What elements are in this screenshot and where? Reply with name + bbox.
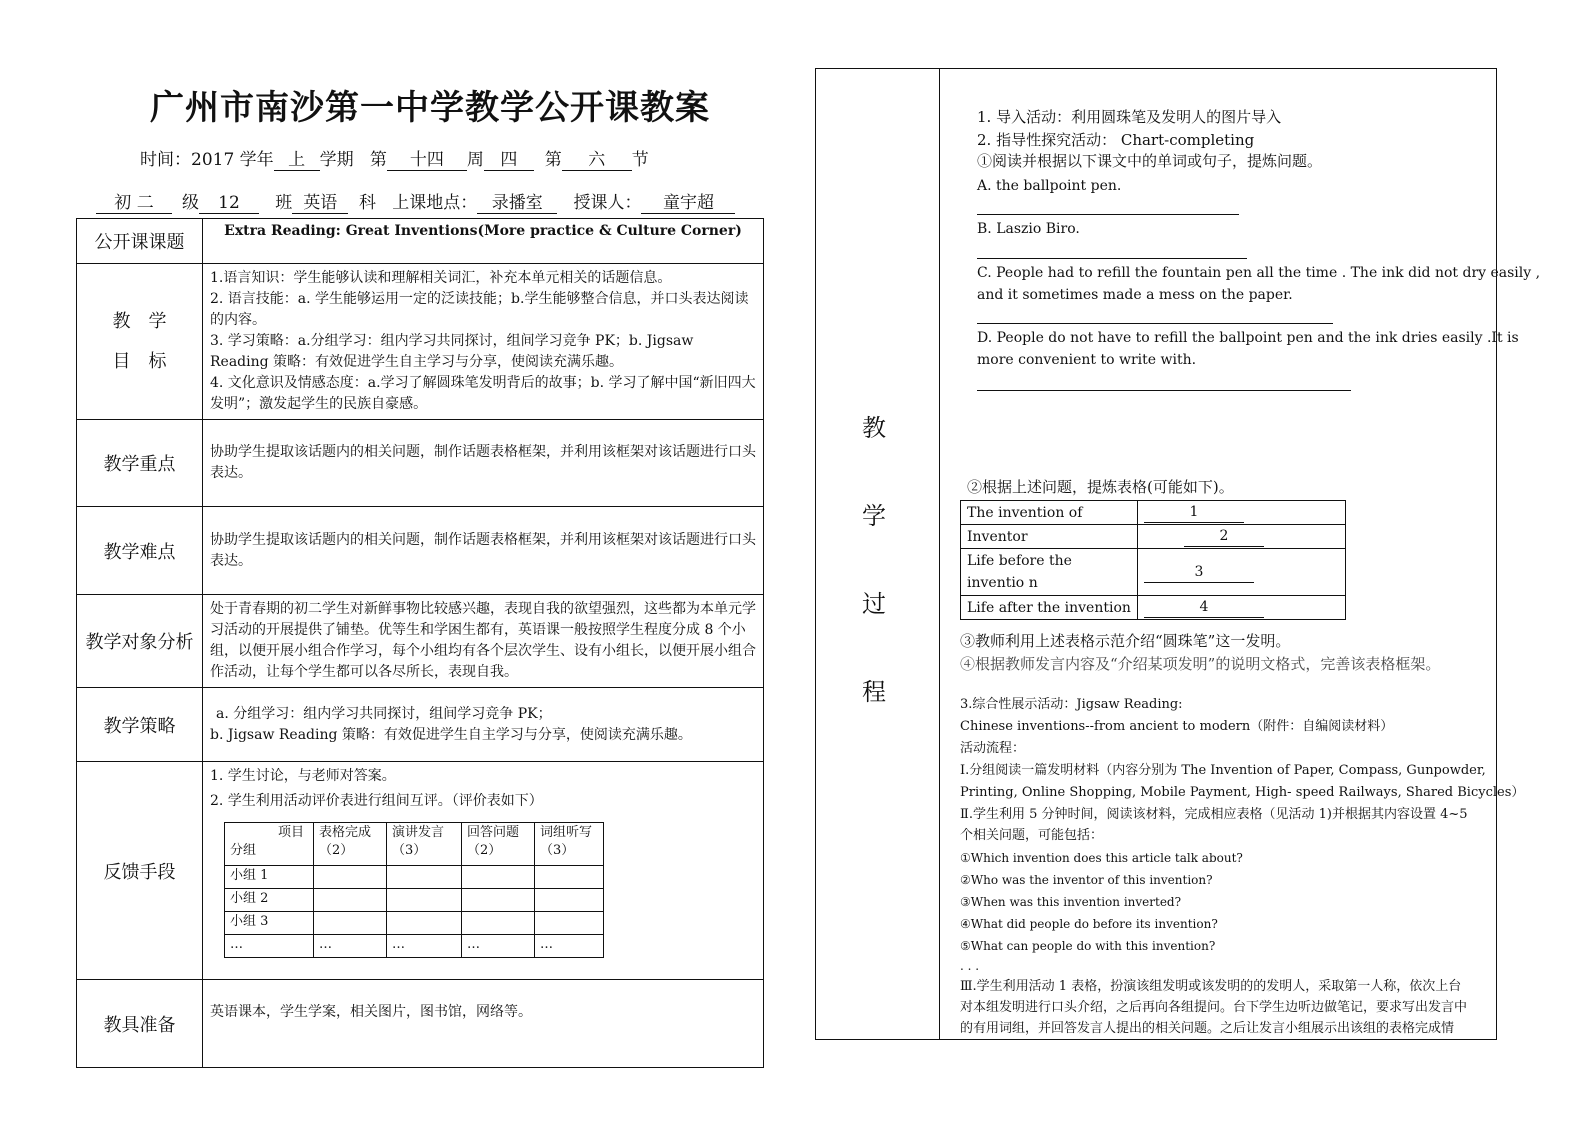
process-label-column	[815, 68, 940, 1040]
eval-col-3-title: 回答问题	[467, 825, 520, 840]
flow-3-line-1: Ⅲ.学生利用活动 1 表格，扮演该组发明或该发明的的发明人，采取第一人称，依次上台	[960, 979, 1462, 994]
eval-col-2-score: （3）	[392, 843, 427, 858]
goals-content	[203, 264, 764, 420]
eval-col-1	[314, 823, 387, 866]
goal-item: 4. 文化意识及情感态度：a.学习了解圆珠笔发明背后的故事；b. 学习了解中国“新旧四大发明”；激发起学生的民族自豪感。	[210, 375, 756, 412]
item-d-line-2: more convenient to write with.	[977, 352, 1197, 368]
eval-col-1-title: 表格完成	[319, 825, 372, 840]
location-label: 上课地点：	[392, 193, 478, 213]
process-label-char: 教	[862, 414, 886, 442]
lesson-plan-table	[76, 218, 764, 1068]
analysis-row	[77, 595, 764, 688]
subject-value: 英语	[292, 193, 348, 214]
period-value: 六	[562, 150, 632, 171]
time-prefix: 时间：2017 学年	[140, 150, 274, 170]
invention-value: 1	[1144, 502, 1244, 523]
period-suffix: 节	[631, 150, 649, 170]
question-2: ②Who was the inventor of this invention?	[960, 873, 1213, 887]
eval-col-2-title: 演讲发言	[392, 825, 445, 840]
flow-2-line-1: Ⅱ.学生利用 5 分钟时间，阅读该材料，完成相应表格（见活动 1)并根据其内容设置 4~5	[960, 807, 1468, 822]
invention-value: 3	[1144, 562, 1254, 583]
eval-ellipsis: …	[535, 935, 604, 958]
eval-row	[225, 912, 604, 935]
step-1: 1. 导入活动：利用圆珠笔及发明人的图片导入	[977, 108, 1282, 126]
invention-row	[961, 501, 1346, 525]
tools-row	[77, 980, 764, 1068]
feedback-content	[203, 762, 764, 980]
week-suffix: 周	[466, 150, 484, 170]
key-label: 教学重点	[77, 420, 203, 507]
invention-value: 4	[1144, 597, 1264, 618]
process-label-char: 过	[862, 590, 886, 618]
blank-line	[977, 322, 1333, 324]
eval-header-item	[225, 823, 314, 866]
flow-1-line-2: Printing, Online Shopping, Mobile Payment, High- speed Railways, Shared Bicycles）	[960, 785, 1525, 800]
analysis-content: 处于青春期的初二学生对新鲜事物比较感兴趣，表现自我的欲望强烈，这些都为本单元学习活动的开展提供了铺垫。优等生和学困生都有，英语课一般按照学生程度分成 8 个小组，以便开展小组合作学习，每个小组均有各个层次学生、设有小组长，以便开展小组合作活动，让每个学生都可以各尽所长，表现自我。	[203, 595, 764, 688]
invention-key: Inventor	[961, 525, 1138, 549]
invention-row	[961, 525, 1346, 549]
term-suffix: 学期	[319, 150, 354, 170]
strategy-line: b. Jigsaw Reading 策略：有效促进学生自主学习与分享，使阅读充满乐趣。	[210, 726, 692, 743]
goals-label-line-2: 目 标	[112, 350, 167, 372]
flow-3-line-2: 对本组发明进行口头介绍，之后再向各组提问。台下学生边听边做笔记，要求写出发言中	[960, 1000, 1468, 1015]
flow-1-line-1: Ⅰ.分组阅读一篇发明材料（内容分别为 The Invention of Paper, Compass, Gunpowder,	[960, 763, 1486, 778]
invention-value-cell	[1138, 549, 1346, 596]
feedback-row	[77, 762, 764, 980]
flow-label: 活动流程：	[960, 741, 1026, 756]
invention-key: Life after the invention	[961, 596, 1138, 620]
eval-ellipsis: …	[314, 935, 387, 958]
subject-suffix: 科	[359, 193, 377, 213]
step-3: 3.综合性展示活动：Jigsaw Reading:	[960, 697, 1183, 712]
difficult-label: 教学难点	[77, 507, 203, 595]
invention-table	[960, 500, 1346, 620]
analysis-label: 教学对象分析	[77, 595, 203, 688]
feedback-line: 2. 学生利用活动评价表进行组间互评。（评价表如下）	[210, 793, 543, 809]
class-value: 12	[199, 193, 259, 214]
location-value: 录播室	[477, 193, 557, 214]
step-2: 2. 指导性探究活动： Chart-completing	[977, 131, 1255, 149]
invention-row	[961, 549, 1346, 596]
eval-col-1-score: （2）	[319, 843, 354, 858]
blank-line	[977, 389, 1351, 391]
topic-label: 公开课课题	[77, 219, 203, 264]
eval-row	[225, 889, 604, 912]
grade-suffix: 级	[182, 193, 199, 213]
flow-3-line-3: 的有用词组，并回答发言人提出的相关问题。之后让发言小组展示出该组的表格完成情	[960, 1021, 1455, 1036]
weekday-value: 四	[484, 150, 534, 171]
question-4: ④What did people do before its invention?	[960, 917, 1218, 931]
question-5: ⑤What can people do with this invention?	[960, 939, 1216, 953]
eval-col-4-title: 词组听写	[540, 825, 593, 840]
period-prefix: 第	[544, 150, 562, 170]
strategy-label: 教学策略	[77, 688, 203, 762]
strategy-row	[77, 688, 764, 762]
goals-row	[77, 264, 764, 420]
invention-value-cell	[1138, 596, 1346, 620]
eval-ellipsis: …	[462, 935, 535, 958]
eval-group-name: 小组 2	[225, 889, 314, 912]
tools-label: 教具准备	[77, 980, 203, 1068]
eval-col-4-score: （3）	[540, 843, 575, 858]
item-c-line-2: and it sometimes made a mess on the paper.	[977, 287, 1293, 303]
eval-col-3	[462, 823, 535, 866]
process-label-char: 学	[862, 502, 886, 530]
invention-value-cell	[1138, 501, 1346, 525]
invention-row	[961, 596, 1346, 620]
week-value: 十四	[387, 150, 467, 171]
invention-key: Life before the inventio n	[961, 549, 1138, 596]
goals-label	[77, 264, 203, 420]
difficult-content: 协助学生提取该话题内的相关问题，制作话题表格框架，并利用该框架对该话题进行口头表达。	[203, 507, 764, 595]
time-line	[140, 145, 649, 171]
blank-line	[977, 257, 1247, 259]
eval-item-label: 项目	[277, 825, 304, 840]
topic-row	[77, 219, 764, 264]
blank-line	[977, 213, 1239, 215]
topic-value: Extra Reading: Great Inventions(More practice & Culture Corner)	[203, 219, 764, 264]
week-prefix: 第	[369, 150, 387, 170]
page-title: 广州市南沙第一中学教学公开课教案	[150, 88, 710, 128]
eval-col-2	[387, 823, 462, 866]
flow-2-line-2: 个相关问题，可能包括：	[960, 828, 1104, 843]
step-2-d: ④根据教师发言内容及“介绍某项发明”的说明文格式，完善该表格框架。	[960, 655, 1441, 673]
teacher-label: 授课人：	[573, 193, 642, 213]
eval-row	[225, 935, 604, 958]
goals-label-line-1: 教 学	[112, 310, 167, 332]
goal-item: 3. 学习策略：a.分组学习：组内学习共同探讨，组间学习竞争 PK；b. Jigsaw Reading 策略：有效促进学生自主学习与分享，使阅读充满乐趣。	[210, 333, 694, 370]
item-b: B. Laszio Biro.	[977, 221, 1080, 237]
eval-row	[225, 866, 604, 889]
eval-ellipsis: …	[387, 935, 462, 958]
strategy-line: a. 分组学习：组内学习共同探讨，组间学习竞争 PK；	[216, 705, 552, 722]
tools-content: 英语课本，学生学案，相关图片，图书馆，网络等。	[203, 980, 764, 1068]
question-1: ①Which invention does this article talk about?	[960, 851, 1243, 865]
class-line	[96, 188, 735, 214]
eval-header-row	[225, 823, 604, 866]
invention-key: The invention of	[961, 501, 1138, 525]
step-2-b: ②根据上述问题，提炼表格(可能如下)。	[967, 478, 1234, 496]
strategy-content	[203, 688, 764, 762]
eval-col-3-score: （2）	[467, 843, 502, 858]
item-a: A. the ballpoint pen.	[977, 178, 1122, 194]
invention-value: 2	[1184, 526, 1264, 547]
grade-value: 初 二	[96, 193, 172, 214]
feedback-label: 反馈手段	[77, 762, 203, 980]
eval-group-name: 小组 3	[225, 912, 314, 935]
process-label-char: 程	[862, 678, 886, 706]
item-d-line-1: D. People do not have to refill the ballpoint pen and the ink dries easily .It is	[977, 330, 1519, 346]
eval-group-label: 分组	[230, 843, 257, 858]
eval-ellipsis: …	[225, 935, 314, 958]
evaluation-table	[224, 822, 604, 958]
difficult-row	[77, 507, 764, 595]
step-3-a: Chinese inventions--from ancient to modern（附件：自编阅读材料）	[960, 719, 1394, 734]
term-value: 上	[274, 150, 320, 171]
step-2-c: ③教师利用上述表格示范介绍“圆珠笔”这一发明。	[960, 632, 1291, 650]
invention-value-cell	[1138, 525, 1346, 549]
step-2-a: ①阅读并根据以下课文中的单词或句子，提炼问题。	[977, 152, 1323, 170]
eval-group-name: 小组 1	[225, 866, 314, 889]
goal-item: 2. 语言技能：a. 学生能够运用一定的泛读技能；b.学生能够整合信息，并口头表达阅读的内容。	[210, 291, 749, 328]
dots: . . .	[960, 959, 980, 973]
key-row	[77, 420, 764, 507]
class-suffix: 班	[275, 193, 293, 213]
goal-item: 1.语言知识：学生能够认读和理解相关词汇，补充本单元相关的话题信息。	[210, 270, 672, 286]
item-c-line-1: C. People had to refill the fountain pen all the time . The ink did not dry easily ,	[977, 265, 1541, 281]
key-content: 协助学生提取该话题内的相关问题，制作话题表格框架，并利用该框架对该话题进行口头表达。	[203, 420, 764, 507]
feedback-line: 1. 学生讨论，与老师对答案。	[210, 768, 396, 784]
teacher-value: 童宇超	[641, 193, 735, 214]
question-3: ③When was this invention inverted?	[960, 895, 1182, 909]
eval-col-4	[535, 823, 604, 866]
